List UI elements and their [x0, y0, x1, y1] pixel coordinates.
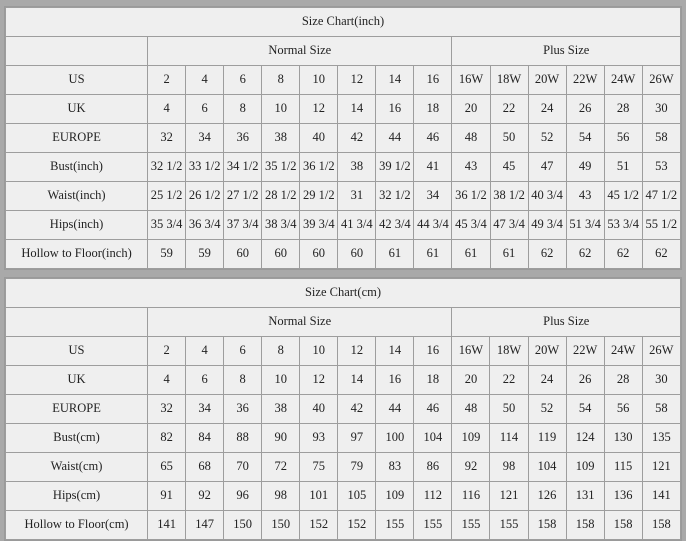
cell: 48	[452, 124, 490, 153]
cell: 2	[148, 66, 186, 95]
cell: 16	[414, 66, 452, 95]
cell: 49 3/4	[528, 211, 566, 240]
cell: 58	[642, 124, 680, 153]
table-row	[6, 211, 681, 240]
cell: 36 3/4	[186, 211, 224, 240]
cell: 6	[224, 66, 262, 95]
cell: 34	[414, 182, 452, 211]
cell: 131	[566, 482, 604, 511]
group-header-normal-cm: Normal Size	[148, 308, 452, 337]
cell: 68	[186, 453, 224, 482]
cell: 16W	[452, 337, 490, 366]
cell: 86	[414, 453, 452, 482]
cell: 47 3/4	[490, 211, 528, 240]
cell: 116	[452, 482, 490, 511]
cell: 4	[186, 337, 224, 366]
cell: 61	[376, 240, 414, 269]
cell: 54	[566, 395, 604, 424]
cell: 47	[528, 153, 566, 182]
cell: 59	[186, 240, 224, 269]
row-label-uk-inch: UK	[6, 95, 148, 124]
cell: 49	[566, 153, 604, 182]
cell: 41	[414, 153, 452, 182]
cell: 18W	[490, 66, 528, 95]
cell: 109	[452, 424, 490, 453]
cell: 26W	[642, 66, 680, 95]
cell: 55 1/2	[642, 211, 680, 240]
cell: 16	[376, 95, 414, 124]
cell: 24W	[604, 337, 642, 366]
table-row	[6, 482, 681, 511]
cell: 18	[414, 95, 452, 124]
cell: 101	[300, 482, 338, 511]
row-label-hips-cm: Hips(cm)	[6, 482, 148, 511]
cell: 53 3/4	[604, 211, 642, 240]
cell: 30	[642, 95, 680, 124]
cell: 155	[490, 511, 528, 540]
cell: 32 1/2	[376, 182, 414, 211]
cell: 12	[300, 95, 338, 124]
cell: 135	[642, 424, 680, 453]
cell: 155	[376, 511, 414, 540]
cell: 58	[642, 395, 680, 424]
row-label-bust-cm: Bust(cm)	[6, 424, 148, 453]
cell: 48	[452, 395, 490, 424]
cell: 38	[262, 395, 300, 424]
cell: 61	[452, 240, 490, 269]
cell: 92	[186, 482, 224, 511]
cell: 34	[186, 395, 224, 424]
cell: 22W	[566, 337, 604, 366]
cell: 59	[148, 240, 186, 269]
cell: 51 3/4	[566, 211, 604, 240]
cell: 20W	[528, 66, 566, 95]
group-header-normal-inch: Normal Size	[148, 37, 452, 66]
cell: 42	[338, 395, 376, 424]
row-label-uk-cm: UK	[6, 366, 148, 395]
cell: 26W	[642, 337, 680, 366]
cell: 42 3/4	[376, 211, 414, 240]
cell: 44	[376, 395, 414, 424]
cell: 26 1/2	[186, 182, 224, 211]
table-row	[6, 511, 681, 540]
cell: 14	[376, 337, 414, 366]
cell: 36	[224, 395, 262, 424]
cell: 75	[300, 453, 338, 482]
cell: 8	[262, 66, 300, 95]
cell: 98	[262, 482, 300, 511]
cell: 93	[300, 424, 338, 453]
size-chart-inch-table	[5, 7, 681, 269]
table-row	[6, 424, 681, 453]
cell: 65	[148, 453, 186, 482]
cell: 32 1/2	[148, 153, 186, 182]
cell: 155	[414, 511, 452, 540]
cell: 72	[262, 453, 300, 482]
cell: 36 1/2	[300, 153, 338, 182]
cell: 14	[338, 95, 376, 124]
group-header-plus-inch: Plus Size	[452, 37, 681, 66]
cell: 50	[490, 395, 528, 424]
cell: 45	[490, 153, 528, 182]
cell: 37 3/4	[224, 211, 262, 240]
cell: 79	[338, 453, 376, 482]
cell: 35 1/2	[262, 153, 300, 182]
table-row	[6, 308, 681, 337]
table-row	[6, 153, 681, 182]
cell: 56	[604, 395, 642, 424]
cell: 28	[604, 95, 642, 124]
table-row	[6, 279, 681, 308]
cell: 104	[528, 453, 566, 482]
size-chart-inch-block	[4, 6, 682, 270]
cell: 109	[566, 453, 604, 482]
cell: 24W	[604, 66, 642, 95]
cell: 158	[528, 511, 566, 540]
cell: 34	[186, 124, 224, 153]
cell: 27 1/2	[224, 182, 262, 211]
row-label-us-inch: US	[6, 66, 148, 95]
cell: 124	[566, 424, 604, 453]
cell: 28 1/2	[262, 182, 300, 211]
cell: 26	[566, 366, 604, 395]
cell: 12	[300, 366, 338, 395]
cell: 84	[186, 424, 224, 453]
cell: 16W	[452, 66, 490, 95]
cell: 6	[186, 366, 224, 395]
row-label-hips-inch: Hips(inch)	[6, 211, 148, 240]
cell: 112	[414, 482, 452, 511]
cell: 40 3/4	[528, 182, 566, 211]
cell: 158	[604, 511, 642, 540]
cell: 51	[604, 153, 642, 182]
row-label-hollow-to-floor-inch: Hollow to Floor(inch)	[6, 240, 148, 269]
cell: 62	[528, 240, 566, 269]
cell: 61	[490, 240, 528, 269]
cell: 14	[338, 366, 376, 395]
cell: 31	[338, 182, 376, 211]
cell: 92	[452, 453, 490, 482]
cell: 10	[300, 337, 338, 366]
cell: 91	[148, 482, 186, 511]
cell: 32	[148, 124, 186, 153]
cell: 38 1/2	[490, 182, 528, 211]
cell: 150	[224, 511, 262, 540]
cell: 130	[604, 424, 642, 453]
corner-cell	[6, 308, 148, 337]
cell: 62	[604, 240, 642, 269]
cell: 44 3/4	[414, 211, 452, 240]
cell: 16	[414, 337, 452, 366]
row-label-us-cm: US	[6, 337, 148, 366]
cell: 36	[224, 124, 262, 153]
cell: 60	[338, 240, 376, 269]
cell: 10	[262, 95, 300, 124]
cell: 38	[262, 124, 300, 153]
cell: 4	[186, 66, 224, 95]
cell: 53	[642, 153, 680, 182]
cell: 50	[490, 124, 528, 153]
table-row	[6, 124, 681, 153]
cell: 96	[224, 482, 262, 511]
cell: 56	[604, 124, 642, 153]
cell: 6	[224, 337, 262, 366]
table-row	[6, 66, 681, 95]
cell: 4	[148, 95, 186, 124]
cell: 30	[642, 366, 680, 395]
cell: 38	[338, 153, 376, 182]
cell: 54	[566, 124, 604, 153]
cell: 97	[338, 424, 376, 453]
cell: 115	[604, 453, 642, 482]
cell: 100	[376, 424, 414, 453]
cell: 33 1/2	[186, 153, 224, 182]
cell: 20	[452, 366, 490, 395]
table-row	[6, 8, 681, 37]
cell: 152	[338, 511, 376, 540]
cell: 24	[528, 95, 566, 124]
cell: 20W	[528, 337, 566, 366]
cell: 104	[414, 424, 452, 453]
cell: 98	[490, 453, 528, 482]
table-row	[6, 395, 681, 424]
cell: 20	[452, 95, 490, 124]
cell: 24	[528, 366, 566, 395]
cell: 32	[148, 395, 186, 424]
cell: 60	[262, 240, 300, 269]
cell: 16	[376, 366, 414, 395]
cell: 70	[224, 453, 262, 482]
table-row	[6, 337, 681, 366]
cell: 43	[566, 182, 604, 211]
chart-title-cm: Size Chart(cm)	[6, 279, 681, 308]
group-header-plus-cm: Plus Size	[452, 308, 681, 337]
cell: 10	[300, 66, 338, 95]
cell: 22	[490, 366, 528, 395]
cell: 41 3/4	[338, 211, 376, 240]
cell: 8	[262, 337, 300, 366]
row-label-hollow-to-floor-cm: Hollow to Floor(cm)	[6, 511, 148, 540]
cell: 12	[338, 337, 376, 366]
cell: 42	[338, 124, 376, 153]
cell: 18	[414, 366, 452, 395]
cell: 8	[224, 95, 262, 124]
table-row	[6, 37, 681, 66]
cell: 6	[186, 95, 224, 124]
cell: 60	[300, 240, 338, 269]
cell: 38 3/4	[262, 211, 300, 240]
cell: 22	[490, 95, 528, 124]
cell: 18W	[490, 337, 528, 366]
cell: 119	[528, 424, 566, 453]
cell: 150	[262, 511, 300, 540]
cell: 141	[642, 482, 680, 511]
cell: 88	[224, 424, 262, 453]
cell: 155	[452, 511, 490, 540]
cell: 26	[566, 95, 604, 124]
cell: 25 1/2	[148, 182, 186, 211]
corner-cell	[6, 37, 148, 66]
cell: 152	[300, 511, 338, 540]
cell: 40	[300, 124, 338, 153]
cell: 4	[148, 366, 186, 395]
row-label-europe-inch: EUROPE	[6, 124, 148, 153]
cell: 121	[490, 482, 528, 511]
cell: 10	[262, 366, 300, 395]
table-row	[6, 453, 681, 482]
cell: 47 1/2	[642, 182, 680, 211]
cell: 52	[528, 124, 566, 153]
cell: 46	[414, 124, 452, 153]
cell: 2	[148, 337, 186, 366]
row-label-europe-cm: EUROPE	[6, 395, 148, 424]
cell: 46	[414, 395, 452, 424]
cell: 35 3/4	[148, 211, 186, 240]
row-label-bust-inch: Bust(inch)	[6, 153, 148, 182]
cell: 34 1/2	[224, 153, 262, 182]
table-row	[6, 95, 681, 124]
cell: 43	[452, 153, 490, 182]
cell: 83	[376, 453, 414, 482]
cell: 52	[528, 395, 566, 424]
cell: 22W	[566, 66, 604, 95]
cell: 121	[642, 453, 680, 482]
cell: 28	[604, 366, 642, 395]
cell: 40	[300, 395, 338, 424]
cell: 62	[566, 240, 604, 269]
table-row	[6, 366, 681, 395]
table-row	[6, 182, 681, 211]
cell: 147	[186, 511, 224, 540]
cell: 60	[224, 240, 262, 269]
cell: 36 1/2	[452, 182, 490, 211]
cell: 105	[338, 482, 376, 511]
chart-title-inch: Size Chart(inch)	[6, 8, 681, 37]
cell: 39 3/4	[300, 211, 338, 240]
cell: 12	[338, 66, 376, 95]
cell: 45 3/4	[452, 211, 490, 240]
row-label-waist-inch: Waist(inch)	[6, 182, 148, 211]
cell: 39 1/2	[376, 153, 414, 182]
table-row	[6, 240, 681, 269]
cell: 109	[376, 482, 414, 511]
cell: 82	[148, 424, 186, 453]
cell: 29 1/2	[300, 182, 338, 211]
cell: 114	[490, 424, 528, 453]
cell: 8	[224, 366, 262, 395]
cell: 62	[642, 240, 680, 269]
row-label-waist-cm: Waist(cm)	[6, 453, 148, 482]
cell: 126	[528, 482, 566, 511]
cell: 141	[148, 511, 186, 540]
cell: 45 1/2	[604, 182, 642, 211]
size-chart-cm-block	[4, 277, 682, 541]
cell: 158	[566, 511, 604, 540]
size-chart-cm-table	[5, 278, 681, 540]
cell: 61	[414, 240, 452, 269]
cell: 14	[376, 66, 414, 95]
cell: 44	[376, 124, 414, 153]
cell: 158	[642, 511, 680, 540]
cell: 90	[262, 424, 300, 453]
cell: 136	[604, 482, 642, 511]
